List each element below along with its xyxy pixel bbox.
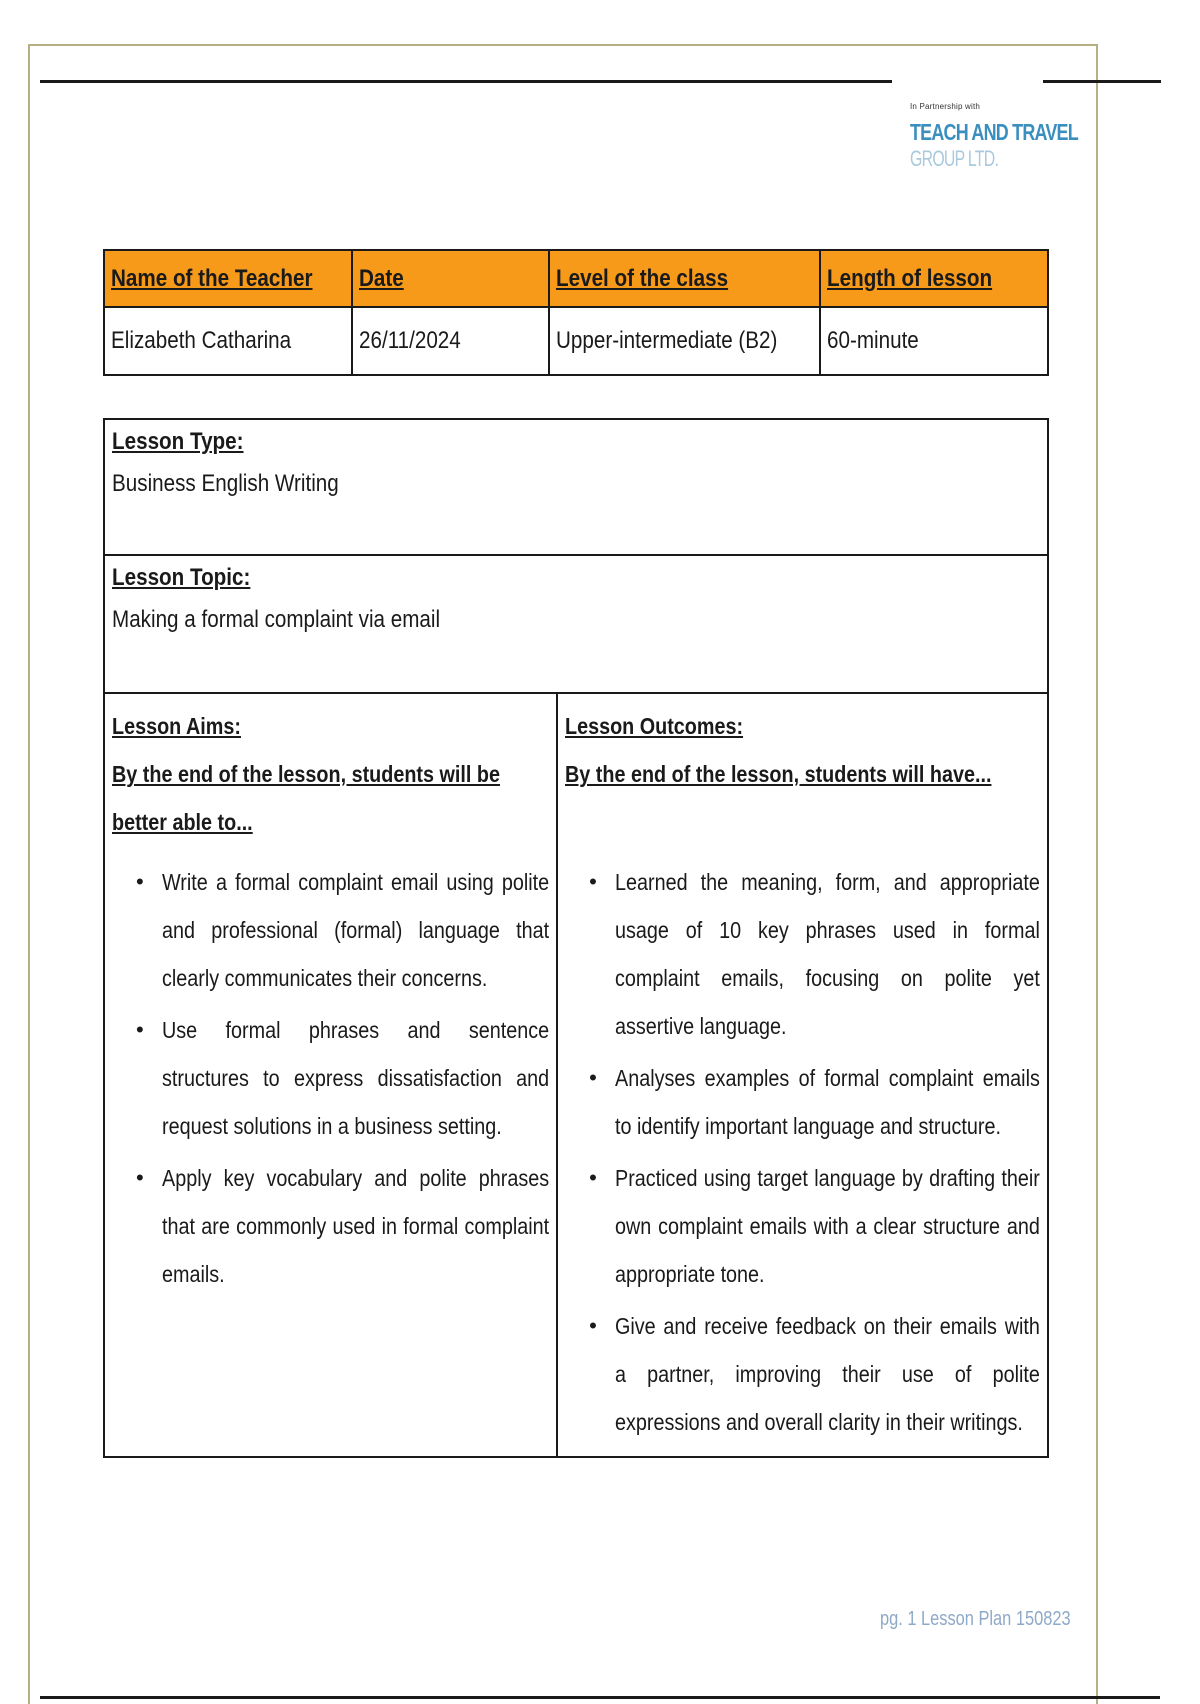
lesson-outcomes-list	[565, 858, 1041, 1446]
header-length: Length of lesson	[826, 264, 993, 292]
lesson-outcomes-cell	[557, 693, 1048, 1457]
header-rule-left	[40, 80, 892, 83]
info-value-cell	[352, 307, 548, 375]
header-rule-right	[1043, 80, 1161, 83]
list-item	[615, 858, 1041, 1050]
outcome-text: • Learned the meaning, form, and appropriate usage of 10 key phrases used in formal complaint emails, focusing on polite yet assertive language.	[615, 869, 1040, 1039]
lesson-type-label: Lesson Type:	[112, 428, 244, 455]
info-header-cell	[820, 250, 1048, 307]
outcome-text: • Analyses examples of formal complaint emails to identify important language and structure.	[615, 1065, 1040, 1139]
lesson-outcomes-intro: By the end of the lesson, students will have...	[565, 761, 992, 787]
footer-rule	[40, 1696, 1160, 1699]
outcome-text: • Practiced using target language by drafting their own complaint emails with a clear structure and appropriate tone.	[615, 1165, 1040, 1287]
lesson-topic-row	[104, 555, 1048, 693]
level-value: Upper-intermediate (B2)	[555, 327, 777, 354]
teach-and-travel-logo	[910, 102, 1078, 172]
lesson-type-value: Business English Writing	[112, 470, 339, 497]
page-footer: pg. 1 Lesson Plan 150823	[880, 1608, 1071, 1630]
list-item	[615, 1154, 1041, 1298]
lesson-aims-cell	[104, 693, 557, 1457]
header-level: Level of the class	[555, 264, 728, 292]
info-header-row	[104, 250, 1048, 307]
aim-text: • Apply key vocabulary and polite phrases that are commonly used in formal complaint emails.	[162, 1165, 550, 1287]
logo-line2: GROUP LTD.	[910, 146, 999, 171]
lesson-topic-cell	[104, 555, 1048, 693]
outcome-text: • Give and receive feedback on their emails with a partner, improving their use of polite expressions and overall clarity in their writings.	[615, 1313, 1040, 1435]
info-value-row	[104, 307, 1048, 375]
lesson-aims-intro: By the end of the lesson, students will be better able to...	[112, 761, 500, 835]
header-date: Date	[359, 264, 405, 292]
list-item	[162, 858, 550, 1002]
list-item	[162, 1154, 550, 1298]
lesson-topic-label: Lesson Topic:	[112, 564, 251, 591]
lesson-type-cell	[104, 419, 1048, 555]
logo-tagline: In Partnership with	[910, 102, 981, 111]
list-item	[162, 1006, 550, 1150]
teacher-name-value: Elizabeth Catharina	[111, 327, 292, 354]
info-value-cell	[820, 307, 1048, 375]
list-item	[615, 1054, 1041, 1150]
lesson-details-table	[103, 418, 1049, 1458]
header-teacher-name: Name of the Teacher	[111, 264, 313, 292]
lesson-info-table	[103, 249, 1049, 376]
logo-line1: TEACH AND TRAVEL	[910, 119, 1078, 145]
list-item	[615, 1302, 1041, 1446]
lesson-aims-label: Lesson Aims:	[112, 713, 241, 739]
info-value-cell	[549, 307, 820, 375]
lesson-topic-value: Making a formal complaint via email	[112, 606, 441, 633]
lesson-outcomes-label: Lesson Outcomes:	[565, 713, 744, 739]
length-value: 60-minute	[826, 327, 919, 354]
info-header-cell	[549, 250, 820, 307]
info-header-cell	[352, 250, 548, 307]
lesson-type-row	[104, 419, 1048, 555]
info-header-cell	[104, 250, 352, 307]
info-value-cell	[104, 307, 352, 375]
aim-text: • Write a formal complaint email using polite and professional (formal) language that clearly communicates their concerns.	[162, 869, 550, 991]
aim-text: • Use formal phrases and sentence structures to express dissatisfaction and request solutions in a business setting.	[162, 1017, 550, 1139]
date-value: 26/11/2024	[359, 327, 462, 354]
aims-outcomes-row	[104, 693, 1048, 1457]
lesson-aims-list	[112, 858, 550, 1298]
